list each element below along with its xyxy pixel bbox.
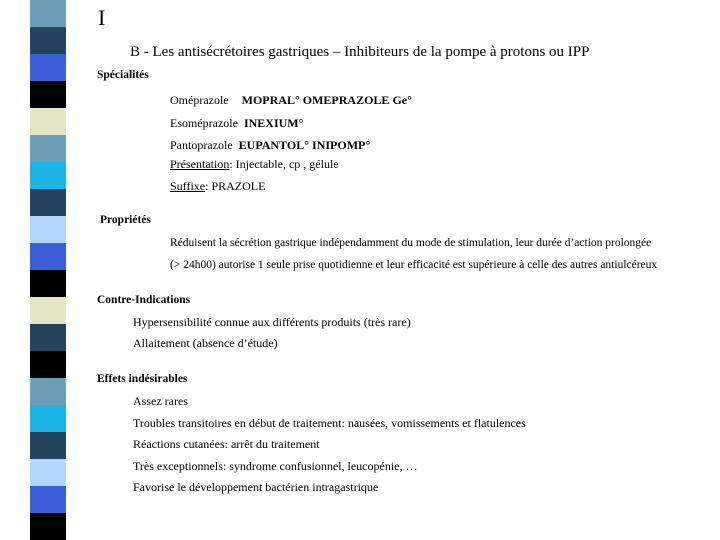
stripe-segment bbox=[30, 405, 66, 432]
drug-generic-name: Oméprazole bbox=[170, 93, 229, 107]
drug-brand-names: EUPANTOL° INIPOMP° bbox=[238, 138, 371, 152]
stripe-segment bbox=[30, 432, 66, 459]
drug-row bbox=[170, 93, 412, 107]
effet-item: Favorise le développement bactérien intragastrique bbox=[133, 480, 379, 494]
slide-roman-numeral: I bbox=[98, 5, 106, 30]
stripe-segment bbox=[30, 54, 66, 81]
proprietes-line: (> 24h00) autorise 1 seule prise quotidienne et leur efficacité est supérieure à celle des autres antiulcéreux bbox=[170, 259, 658, 271]
stripe-segment bbox=[30, 162, 66, 189]
stripe-segment bbox=[30, 486, 66, 513]
drug-row bbox=[170, 116, 303, 130]
effet-item: Réactions cutanées: arrêt du traitement bbox=[133, 437, 320, 451]
effet-item: Assez rares bbox=[133, 394, 188, 408]
decorative-color-stripe bbox=[30, 0, 66, 540]
section-title-effets: Effets indésirables bbox=[97, 373, 188, 385]
proprietes-line: Réduisent la sécrétion gastrique indépendamment du mode de stimulation, leur durée d’action prolongée bbox=[170, 237, 652, 249]
contre-indication-item: Hypersensibilité connue aux différents produits (très rare) bbox=[133, 315, 411, 329]
section-title-proprietes: Propriétés bbox=[100, 214, 151, 226]
page-title: B - Les antisécrétoires gastriques – Inhibiteurs de la pompe à protons ou IPP bbox=[130, 44, 590, 60]
effet-item: Très exceptionnels: syndrome confusionnel, leucopénie, … bbox=[133, 459, 418, 473]
drug-brand-names: MOPRAL° OMEPRAZOLE Ge° bbox=[241, 93, 412, 107]
presentation-line bbox=[170, 157, 339, 171]
stripe-segment bbox=[30, 27, 66, 54]
suffixe-line bbox=[170, 179, 265, 193]
stripe-segment bbox=[30, 513, 66, 540]
stripe-segment bbox=[30, 81, 66, 108]
drug-row bbox=[170, 138, 370, 152]
stripe-segment bbox=[30, 189, 66, 216]
stripe-segment bbox=[30, 459, 66, 486]
stripe-segment bbox=[30, 108, 66, 135]
stripe-segment bbox=[30, 324, 66, 351]
stripe-segment bbox=[30, 351, 66, 378]
effet-item: Troubles transitoires en début de traitement: nausées, vomissements et flatulences bbox=[133, 416, 526, 430]
stripe-segment bbox=[30, 297, 66, 324]
drug-generic-name: Esoméprazole bbox=[170, 116, 238, 130]
stripe-segment bbox=[30, 243, 66, 270]
presentation-label: Présentation bbox=[170, 157, 230, 171]
contre-indication-item: Allaitement (absence d’étude) bbox=[133, 336, 278, 350]
suffixe-label: Suffixe bbox=[170, 179, 206, 193]
suffixe-value: : PRAZOLE bbox=[205, 179, 266, 193]
presentation-value: : Injectable, cp , gélule bbox=[229, 157, 339, 171]
section-title-specialites: Spécialités bbox=[97, 69, 149, 81]
stripe-segment bbox=[30, 378, 66, 405]
drug-brand-names: INEXIUM° bbox=[243, 116, 304, 130]
stripe-segment bbox=[30, 216, 66, 243]
section-title-contre-indications: Contre-Indications bbox=[97, 294, 191, 306]
stripe-segment bbox=[30, 135, 66, 162]
stripe-segment bbox=[30, 0, 66, 27]
stripe-segment bbox=[30, 270, 66, 297]
drug-generic-name: Pantoprazole bbox=[170, 138, 233, 152]
